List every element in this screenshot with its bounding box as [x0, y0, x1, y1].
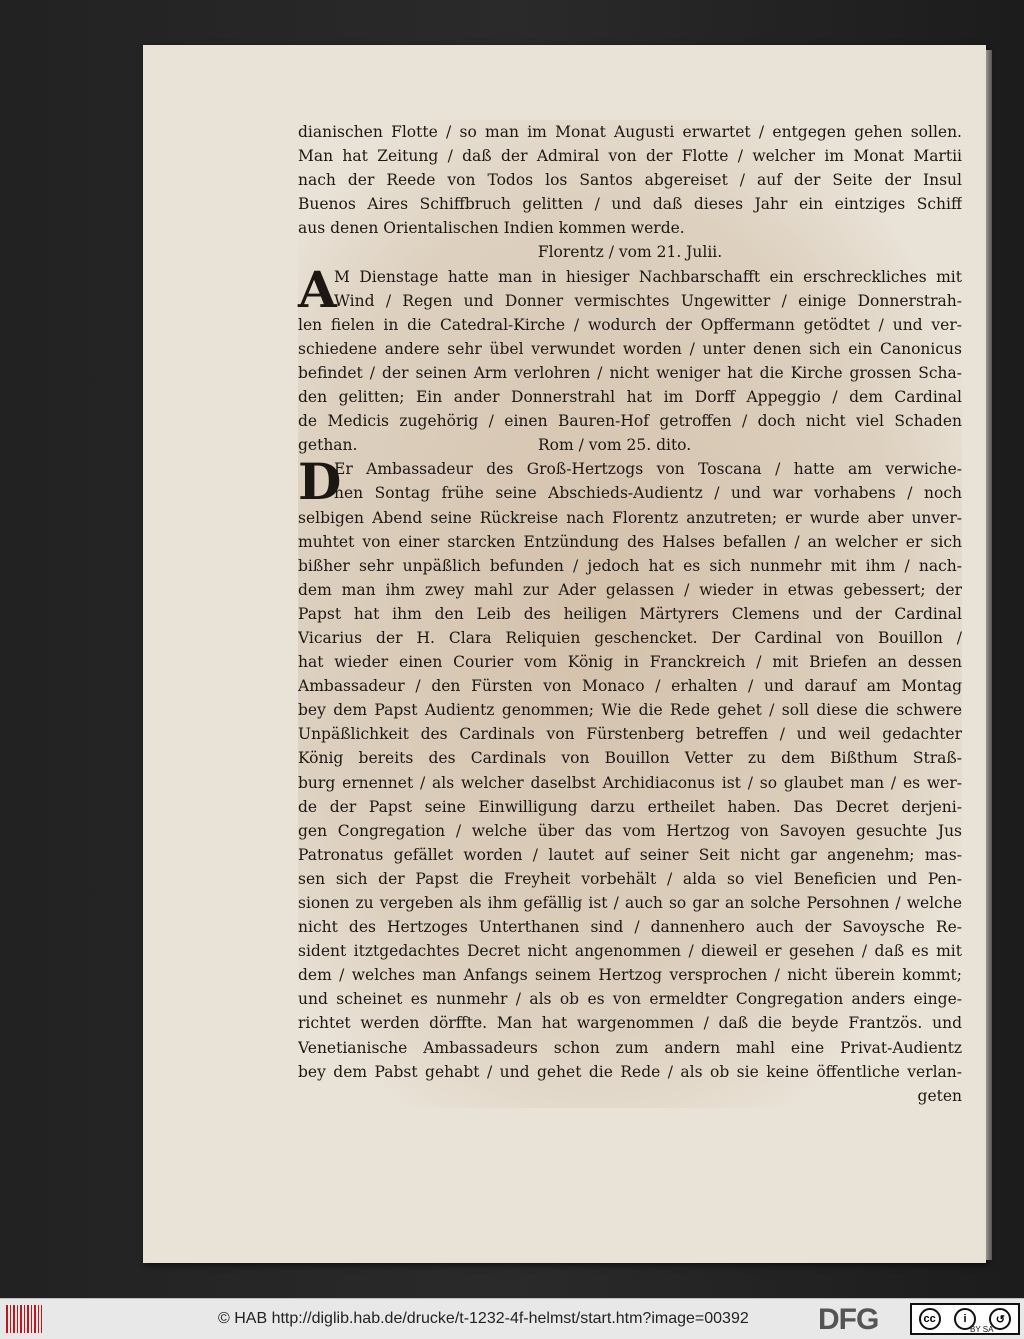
dfg-logo: DFG	[818, 1303, 879, 1336]
text-line: schiedene andere sehr übel verwundet worden / unter denen sich ein Canonicus	[298, 339, 962, 358]
text-line: Patronatus gefället worden / lautet auf seiner Seit nicht gar angenehm; mas-	[298, 845, 962, 864]
sa-icon: ↺	[989, 1308, 1011, 1330]
text-line: nicht des Hertzoges Unterthanen sind / dannenhero auch der Savoysche Re-	[298, 918, 962, 937]
text-line: bißher sehr unpäßlich befunden / jedoch hat es sich nunmehr mit ihm / nach-	[298, 556, 962, 575]
text-line: Er Ambassadeur des Groß-Hertzogs von Toscana / hatte am verwiche-	[334, 460, 962, 479]
license-tags: BY SA	[970, 1325, 994, 1334]
text-line: Unpäßlichkeit des Cardinals von Fürstenberg betreffen / und weil gedachter	[298, 725, 962, 744]
cc-by-sa-badge[interactable]	[910, 1303, 1020, 1335]
dropcap-florenz: A	[298, 259, 337, 319]
text-line: bey dem Pabst gehabt / und gehet die Rede / als ob sie keine öffentliche verlan-	[298, 1062, 962, 1081]
copyright-link[interactable]: © HAB http://diglib.hab.de/drucke/t-1232-4f-helmst/start.htm?image=00392	[218, 1310, 749, 1327]
heading-rom: Rom / vom 25. dito.	[538, 436, 692, 455]
text-line: dem / welches man Anfangs seinem Hertzog versprochen / nicht überein kommt;	[298, 966, 962, 985]
text-line: sionen zu vergeben als ihm gefällig ist / auch so gar an solche Persohnen / welche	[298, 894, 962, 912]
text-line: Ambassadeur / den Fürsten von Monaco / erhalten / und darauf am Montag	[298, 677, 962, 696]
viewer-footer	[0, 1298, 1024, 1339]
paragraph-rom	[298, 452, 962, 1083]
text-line: Man hat Zeitung / daß der Admiral von der Flotte / welcher im Monat Martii	[298, 147, 962, 166]
text-line: befindet / der seinen Arm verlohren / nicht weniger hat die Kirche grossen Scha-	[298, 363, 962, 382]
text-line: Vicarius der H. Clara Reliquien geschencket. Der Cardinal von Bouillon /	[298, 628, 962, 647]
paragraph-florenz	[298, 259, 962, 434]
text-line: burg ernennet / als welcher daselbst Archidiaconus ist / so glaubet man / es wer-	[298, 773, 962, 792]
page-edge	[986, 50, 992, 1260]
heading-florenz: Florentz / vom 21. Julii.	[537, 243, 723, 262]
text-line: richtet werden dörffte. Man hat wargenommen / daß die beyde Frantzös. und	[298, 1014, 962, 1033]
text-line: sen sich der Papst die Freyheit vorbehält / alda so viel Beneficien und Pen-	[298, 869, 962, 888]
text-line: Papst hat ihm den Leib des heiligen Märtyrers Clemens und der Cardinal	[298, 604, 962, 623]
text-line: nach der Reede von Todos los Santos abgereiset / auf der Seite der Insul	[298, 171, 962, 190]
hab-barcode-icon	[6, 1305, 42, 1333]
text-line: dianischen Flotte / so man im Monat Augusti erwartet / entgegen gehen sollen.	[298, 123, 962, 141]
text-line: hat wieder einen Courier vom König in Franckreich / mit Briefen an dessen	[298, 653, 962, 672]
paragraph-top	[298, 120, 962, 240]
text-line: de Medicis zugehörig / einen Bauren-Hof getroffen / doch nicht viel Schaden	[298, 412, 962, 431]
text-line: Buenos Aires Schiffbruch gelitten / und daß dieses Jahr ein eintziges Schiff	[298, 195, 962, 214]
text-line: Wind / Regen und Donner vermischtes Ungewitter / einige Donnerstrah-	[334, 291, 962, 310]
text-line: und scheinet es nunmehr / als ob es von ermeldter Congregation anders einge-	[298, 990, 962, 1009]
by-icon: i	[954, 1308, 976, 1330]
text-line: gen Congregation / welche über das vom Hertzog von Savoyen gesuchte Jus	[298, 821, 962, 840]
florenz-closing-word: gethan.	[298, 436, 358, 455]
text-line: dem man ihm zwey mahl zur Ader gelassen / wieder in etwas gebessert; der	[298, 580, 962, 599]
text-line: den gelitten; Ein ander Donnerstrahl hat im Dorff Appeggio / dem Cardinal	[298, 388, 962, 407]
text-line: de der Papst seine Einwilligung darzu ertheilet haben. Das Decret derjeni-	[298, 797, 962, 816]
text-line: M Dienstage hatte man in hiesiger Nachbarschafft ein erschreckliches mit	[334, 267, 962, 286]
text-line: muhtet von einer starcken Entzündung des Halses befallen / an welcher er sich	[298, 532, 962, 551]
text-line: selbigen Abend seine Rückreise nach Florentz anzutreten; er wurde aber unver-	[298, 508, 962, 527]
text-line: sident itztgedachtes Decret nicht angenommen / dieweil er gesehen / daß es mit	[298, 942, 962, 961]
text-line: aus denen Orientalischen Indien kommen werde.	[298, 219, 685, 238]
catchword: geten	[917, 1086, 962, 1105]
dropcap-rom: D	[298, 452, 342, 512]
text-line: bey dem Papst Audientz genommen; Wie die Rede gehet / soll diese die schwere	[298, 701, 962, 720]
florenz-last-line	[298, 433, 962, 457]
text-line: len fielen in die Catedral-Kirche / wodurch der Opffermann getödtet / und ver-	[298, 315, 962, 334]
cc-icon: cc	[919, 1308, 941, 1330]
page-text	[298, 120, 962, 1108]
text-line: Venetianische Ambassadeurs schon zum andern mahl eine Privat-Audientz	[298, 1038, 962, 1057]
text-line: König bereits des Cardinals von Bouillon Vetter zu dem Bißthum Straß-	[298, 749, 962, 768]
text-line: nen Sontag frühe seine Abschieds-Audientz / und war vorhabens / noch	[334, 484, 962, 503]
